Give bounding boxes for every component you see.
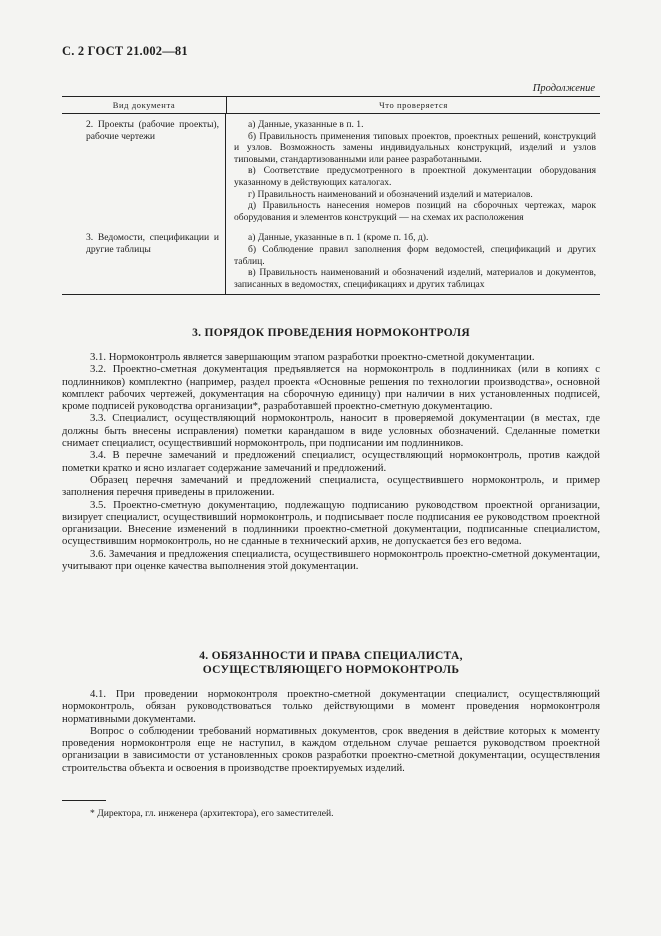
- paragraph: 3.4. В перечне замечаний и предложений специалист, осуществляющий нормоконтроль, против каждой пометки кратко и ясно излагает содержание замечаний и предложений.: [62, 449, 600, 474]
- footnote: * Директора, гл. инженера (архитектора), его заместителей.: [90, 808, 334, 819]
- section-4-title: [62, 649, 600, 677]
- paragraph: 3.3. Специалист, осуществляющий нормоконтроль, наносит в проверяемой документации (в местах, где должны быть внесены исправления) пометки карандашом в виде условных обозначений. Сделанные пометки снимает специалист, осуществивший нормоконтроль, при подписании им подлинников.: [62, 412, 600, 450]
- check-item: в) Правильность наименований и обозначений изделий, материалов и документов, записанных в ведомостях, спецификациях и других таблицах: [234, 267, 596, 290]
- paragraph: 3.1. Нормоконтроль является завершающим этапом разработки проектно-сметной документации.: [90, 351, 535, 363]
- paragraph: 3.5. Проектно-сметную документацию, подлежащую подписанию руководством проектной организации, визирует специалист, осуществивший нормоконтроль, и подписывает после подписания ее руководством проектной организации. Внесение изменений в подлинники проектно-сметной документации, подписанные специалистом, осуществившим нормоконтроль, но не сданные в технический архив, не допускается без его ведома.: [62, 498, 600, 548]
- paragraph: 4.1. При проведении нормоконтроля проектно-сметной документации специалист, осуществляющий нормоконтроль, обязан руководствоваться только действующими в момент проведения нормоконтроля нормативными документами.: [62, 688, 600, 725]
- section-4-body: [62, 688, 600, 774]
- page-header: С. 2 ГОСТ 21.002—81: [62, 44, 188, 58]
- col-header-doc-type: Вид документа: [62, 97, 227, 113]
- footnote-divider: [62, 800, 106, 801]
- check-item: а) Данные, указанные в п. 1.: [248, 119, 364, 130]
- check-item: г) Правильность наименований и обозначений изделий и материалов.: [248, 188, 533, 200]
- col-header-checked: Что проверяется: [379, 100, 448, 110]
- paragraph: Образец перечня замечаний и предложений специалиста, осуществившего нормоконтроль, и пример заполнения перечня приведены в приложении.: [62, 473, 600, 499]
- continuation-label: Продолжение: [532, 83, 595, 94]
- paragraph: 3.2. Проектно-сметная документация предъявляется на нормоконтроль в подлинниках (или в копиях с подлинников) комплектно (например, раздел проекта «Основные решения по технологии производства», основной комплект рабочих чертежей, документация на сборочную единицу) при наличии в них установленных подписей, кроме подписей руководства организации*, разработавшей проектно-сметную документацию.: [62, 363, 600, 413]
- check-item: б) Правильность применения типовых проектов, проектных решений, конструкций и узлов. Возможность замены индивидуальных конструкций, изделий и узлов типовыми, стандартизованными или ранее разработанными.: [234, 130, 596, 165]
- section-3-title: 3. ПОРЯДОК ПРОВЕДЕНИЯ НОРМОКОНТРОЛЯ: [192, 327, 470, 339]
- section-3-body: [62, 351, 600, 572]
- table-row: [62, 227, 600, 295]
- check-item: д) Правильность нанесения номеров позиций на сборочных чертежах, марок оборудования и элементов конструкций — на схемах их расположения: [234, 200, 596, 223]
- paragraph: Вопрос о соблюдении требований нормативных документов, срок введения в действие которых к моменту проведения нормоконтроля еще не наступил, в каждом отдельном случае решается руководством проектной организации в зависимости от установленных сроков разработки проектно-сметной документации, осуществления строительства объекта и освоения в производстве проектируемых изделий.: [62, 724, 600, 774]
- checked-cell: [226, 227, 600, 294]
- doc-type-cell: 2. Проекты (рабочие проекты), рабочие чертежи: [62, 114, 226, 227]
- table-row: [62, 114, 600, 227]
- check-item: б) Соблюдение правил заполнения форм ведомостей, спецификаций и других таблиц.: [234, 243, 596, 267]
- checked-cell: [226, 114, 600, 227]
- table-header: [62, 96, 600, 114]
- section-4-title-line2: ОСУЩЕСТВЛЯЮЩЕГО НОРМОКОНТРОЛЬ: [202, 664, 460, 676]
- doc-type-cell: 3. Ведомости, спецификации и другие таблицы: [62, 227, 226, 294]
- check-item: в) Соответствие предусмотренного в проектной документации оборудования указанному в действующих каталогах.: [234, 165, 596, 188]
- section-4-title-line1: 4. ОБЯЗАННОСТИ И ПРАВА СПЕЦИАЛИСТА,: [199, 650, 463, 662]
- paragraph: 3.6. Замечания и предложения специалиста, осуществившего нормоконтроль проектно-сметной документации, учитывают при оценке качества выполнения этой документации.: [62, 547, 600, 573]
- check-item: а) Данные, указанные в п. 1 (кроме п. 1б, д).: [248, 232, 429, 244]
- check-table: [62, 96, 600, 295]
